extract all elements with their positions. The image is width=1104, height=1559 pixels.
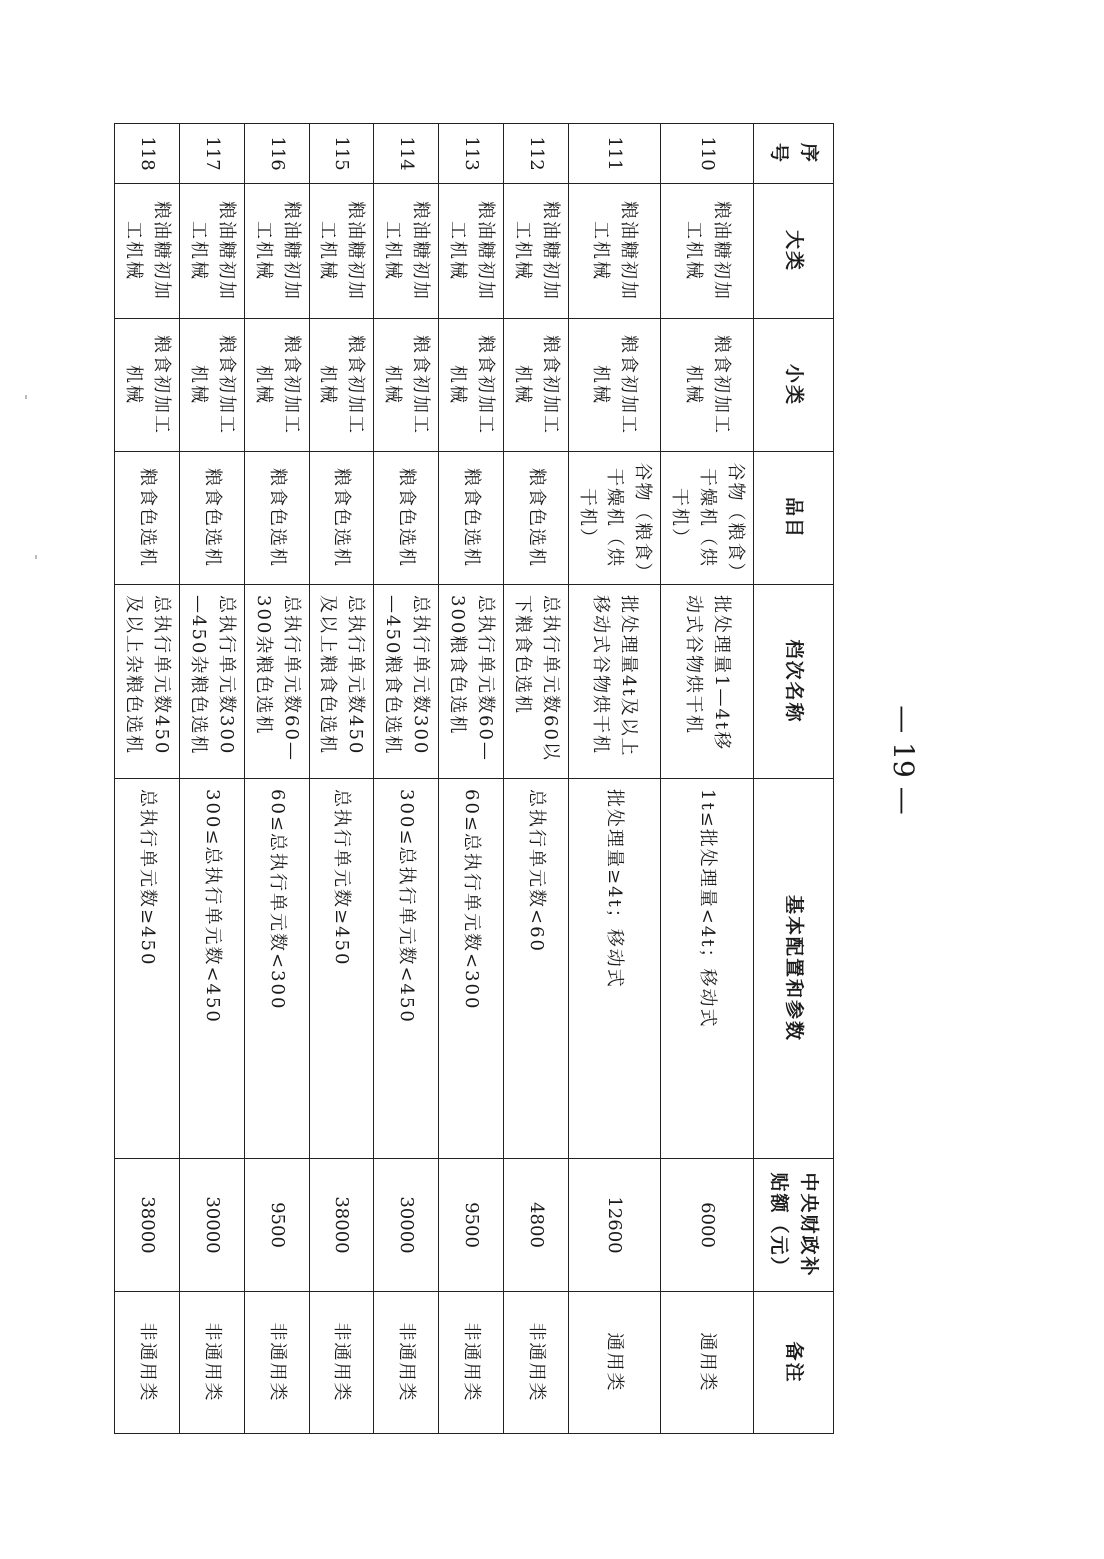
cell-note: 非通用类: [244, 1292, 309, 1434]
cell-note: 非通用类: [374, 1292, 439, 1434]
cell-minor: 粮食初加工机械: [115, 319, 180, 452]
header-note: 备注: [754, 1292, 834, 1434]
cell-config: 60≤总执行单元数<300: [439, 779, 504, 1159]
cell-major: 粮油糖初加工机械: [115, 184, 180, 319]
cell-item: 谷物（粮食）干燥机（烘干机）: [568, 452, 661, 585]
table-row: [244, 124, 309, 1434]
header-grade-name: 档次名称: [754, 585, 834, 779]
cell-item: 粮食色选机: [374, 452, 439, 585]
cell-subsidy: 6000: [661, 1159, 754, 1292]
cell-seq: 117: [179, 124, 244, 184]
cell-note: 非通用类: [439, 1292, 504, 1434]
cell-minor: 粮食初加工机械: [503, 319, 568, 452]
cell-grade: 总执行单元数60—300杂粮色选机: [244, 585, 309, 779]
cell-item: 谷物（粮食）干燥机（烘干机）: [661, 452, 754, 585]
cell-grade: 总执行单元数60—300粮食色选机: [439, 585, 504, 779]
cell-subsidy: 4800: [503, 1159, 568, 1292]
cell-config: 批处理量≥4t；移动式: [568, 779, 661, 1159]
cell-config: 1t≤批处理量<4t；移动式: [661, 779, 754, 1159]
cell-grade: 总执行单元数300—450杂粮色选机: [179, 585, 244, 779]
cell-subsidy: 12600: [568, 1159, 661, 1292]
cell-note: 非通用类: [115, 1292, 180, 1434]
cell-note: 非通用类: [309, 1292, 374, 1434]
cell-config: 300≤总执行单元数<450: [179, 779, 244, 1159]
cell-seq: 110: [661, 124, 754, 184]
cell-subsidy: 30000: [374, 1159, 439, 1292]
cell-grade: 批处理量1—4t移动式谷物烘干机: [661, 585, 754, 779]
cell-major: 粮油糖初加工机械: [503, 184, 568, 319]
scan-speck: [25, 395, 27, 399]
cell-seq: 118: [115, 124, 180, 184]
table-row: [309, 124, 374, 1434]
cell-note: 通用类: [568, 1292, 661, 1434]
header-item: 品目: [754, 452, 834, 585]
cell-grade: 总执行单元数450及以上杂粮色选机: [115, 585, 180, 779]
cell-note: 通用类: [661, 1292, 754, 1434]
cell-major: 粮油糖初加工机械: [439, 184, 504, 319]
table-row: [374, 124, 439, 1434]
table-row: [439, 124, 504, 1434]
table-row: [661, 124, 754, 1434]
table-row: [179, 124, 244, 1434]
cell-subsidy: 38000: [115, 1159, 180, 1292]
cell-seq: 116: [244, 124, 309, 184]
cell-major: 粮油糖初加工机械: [309, 184, 374, 319]
table-row: [503, 124, 568, 1434]
header-major-category: 大类: [754, 184, 834, 319]
cell-minor: 粮食初加工机械: [374, 319, 439, 452]
cell-config: 总执行单元数≥450: [309, 779, 374, 1159]
cell-seq: 115: [309, 124, 374, 184]
cell-major: 粮油糖初加工机械: [374, 184, 439, 319]
cell-grade: 总执行单元数60以下粮食色选机: [503, 585, 568, 779]
cell-config: 300≤总执行单元数<450: [374, 779, 439, 1159]
cell-minor: 粮食初加工机械: [661, 319, 754, 452]
header-minor-category: 小类: [754, 319, 834, 452]
cell-minor: 粮食初加工机械: [568, 319, 661, 452]
cell-minor: 粮食初加工机械: [244, 319, 309, 452]
cell-subsidy: 9500: [244, 1159, 309, 1292]
cell-minor: 粮食初加工机械: [309, 319, 374, 452]
cell-grade: 总执行单元数300—450粮食色选机: [374, 585, 439, 779]
cell-major: 粮油糖初加工机械: [179, 184, 244, 319]
cell-minor: 粮食初加工机械: [179, 319, 244, 452]
cell-item: 粮食色选机: [244, 452, 309, 585]
cell-grade: 总执行单元数450及以上粮食色选机: [309, 585, 374, 779]
cell-item: 粮食色选机: [179, 452, 244, 585]
table-row: [568, 124, 661, 1434]
header-seq: 序号: [754, 124, 834, 184]
cell-item: 粮食色选机: [503, 452, 568, 585]
table-row: [115, 124, 180, 1434]
cell-config: 总执行单元数<60: [503, 779, 568, 1159]
cell-seq: 113: [439, 124, 504, 184]
rotated-table-container: [123, 123, 834, 1433]
scan-speck: [35, 555, 37, 559]
table-header-row: [754, 124, 834, 1434]
header-config-params: 基本配置和参数: [754, 779, 834, 1159]
cell-subsidy: 9500: [439, 1159, 504, 1292]
cell-grade: 批处理量4t及以上移动式谷物烘干机: [568, 585, 661, 779]
cell-note: 非通用类: [179, 1292, 244, 1434]
subsidy-table: [114, 123, 834, 1434]
cell-note: 非通用类: [503, 1292, 568, 1434]
cell-seq: 114: [374, 124, 439, 184]
cell-minor: 粮食初加工机械: [439, 319, 504, 452]
cell-item: 粮食色选机: [309, 452, 374, 585]
cell-subsidy: 38000: [309, 1159, 374, 1292]
cell-item: 粮食色选机: [115, 452, 180, 585]
page-number: — 19 —: [887, 705, 920, 815]
header-subsidy: 中央财政补贴额（元）: [754, 1159, 834, 1292]
cell-major: 粮油糖初加工机械: [568, 184, 661, 319]
cell-major: 粮油糖初加工机械: [661, 184, 754, 319]
cell-seq: 111: [568, 124, 661, 184]
cell-major: 粮油糖初加工机械: [244, 184, 309, 319]
cell-subsidy: 30000: [179, 1159, 244, 1292]
cell-config: 总执行单元数≥450: [115, 779, 180, 1159]
cell-seq: 112: [503, 124, 568, 184]
cell-item: 粮食色选机: [439, 452, 504, 585]
cell-config: 60≤总执行单元数<300: [244, 779, 309, 1159]
